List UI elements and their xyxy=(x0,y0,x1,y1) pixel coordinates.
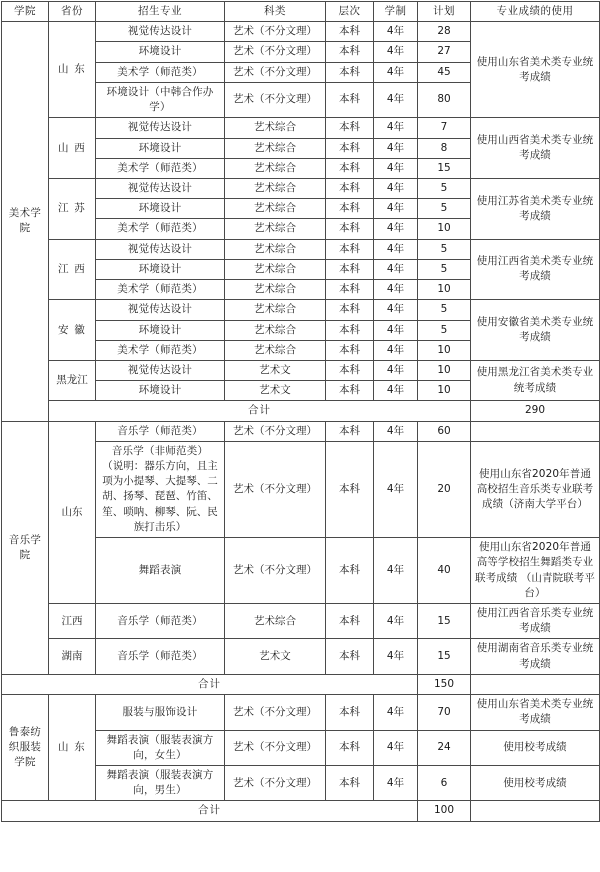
table-row xyxy=(2,604,600,639)
plan-cell: 5 xyxy=(418,178,471,198)
total-row xyxy=(2,401,600,421)
plan-cell: 5 xyxy=(418,320,471,340)
major-cell xyxy=(96,441,225,537)
level-cell: 本科 xyxy=(326,765,374,800)
province-cell: 山 西 xyxy=(49,118,96,179)
category-cell: 艺术综合 xyxy=(225,158,326,178)
category-cell: 艺术（不分文理） xyxy=(225,421,326,441)
level-cell: 本科 xyxy=(326,538,374,604)
total-row xyxy=(2,674,600,694)
plan-cell: 24 xyxy=(418,730,471,765)
province-cell: 黑龙江 xyxy=(49,360,96,400)
major-cell: 环境设计 xyxy=(96,259,225,279)
plan-cell: 10 xyxy=(418,219,471,239)
plan-cell: 7 xyxy=(418,118,471,138)
plan-cell: 20 xyxy=(418,441,471,537)
major-cell: 美术学（师范类） xyxy=(96,62,225,82)
major-cell: 环境设计 xyxy=(96,138,225,158)
total-label: 合计 xyxy=(2,801,418,821)
years-cell: 4年 xyxy=(374,42,418,62)
total-plan: 290 xyxy=(471,401,600,421)
total-plan: 100 xyxy=(418,801,471,821)
years-cell: 4年 xyxy=(374,340,418,360)
level-cell: 本科 xyxy=(326,320,374,340)
total-row xyxy=(2,801,600,821)
category-cell: 艺术综合 xyxy=(225,219,326,239)
level-cell: 本科 xyxy=(326,280,374,300)
major-cell: 音乐学（师范类） xyxy=(96,604,225,639)
total-label: 合计 xyxy=(49,401,471,421)
plan-cell: 10 xyxy=(418,340,471,360)
header-plan: 计划 xyxy=(418,2,471,22)
level-cell: 本科 xyxy=(326,639,374,674)
province-cell: 湖南 xyxy=(49,639,96,674)
category-cell: 艺术综合 xyxy=(225,280,326,300)
years-cell: 4年 xyxy=(374,239,418,259)
province-cell: 山 东 xyxy=(49,22,96,118)
level-cell: 本科 xyxy=(326,360,374,380)
college-name-cell: 鲁泰纺织服装学院 xyxy=(2,695,49,801)
plan-cell: 5 xyxy=(418,300,471,320)
years-cell: 4年 xyxy=(374,320,418,340)
total-label: 合计 xyxy=(2,674,418,694)
category-cell: 艺术综合 xyxy=(225,320,326,340)
level-cell: 本科 xyxy=(326,118,374,138)
years-cell: 4年 xyxy=(374,765,418,800)
years-cell: 4年 xyxy=(374,82,418,117)
header-usage: 专业成绩的使用 xyxy=(471,2,600,22)
province-cell: 江 苏 xyxy=(49,178,96,239)
category-cell: 艺术综合 xyxy=(225,604,326,639)
category-cell: 艺术（不分文理） xyxy=(225,42,326,62)
years-cell: 4年 xyxy=(374,730,418,765)
major-cell: 舞蹈表演（服装表演方向，男生） xyxy=(96,765,225,800)
level-cell: 本科 xyxy=(326,22,374,42)
years-cell: 4年 xyxy=(374,259,418,279)
level-cell: 本科 xyxy=(326,138,374,158)
category-cell: 艺术综合 xyxy=(225,199,326,219)
level-cell: 本科 xyxy=(326,82,374,117)
category-cell: 艺术（不分文理） xyxy=(225,730,326,765)
plan-cell: 40 xyxy=(418,538,471,604)
major-cell: 音乐学（师范类） xyxy=(96,421,225,441)
years-cell: 4年 xyxy=(374,360,418,380)
major-cell: 视觉传达设计 xyxy=(96,118,225,138)
total-plan: 150 xyxy=(418,674,471,694)
years-cell: 4年 xyxy=(374,280,418,300)
table-row xyxy=(2,360,600,380)
years-cell: 4年 xyxy=(374,381,418,401)
category-cell: 艺术综合 xyxy=(225,178,326,198)
usage-cell xyxy=(471,421,600,441)
category-cell: 艺术（不分文理） xyxy=(225,22,326,42)
plan-cell: 27 xyxy=(418,42,471,62)
table-header-row xyxy=(2,2,600,22)
table-row xyxy=(2,178,600,198)
usage-cell: 使用校考成绩 xyxy=(471,730,600,765)
province-cell: 山 东 xyxy=(49,695,96,801)
plan-cell: 15 xyxy=(418,639,471,674)
category-cell: 艺术（不分文理） xyxy=(225,62,326,82)
level-cell: 本科 xyxy=(326,219,374,239)
usage-cell: 使用山东省美术类专业统考成绩 xyxy=(471,695,600,730)
category-cell: 艺术（不分文理） xyxy=(225,82,326,117)
major-cell: 视觉传达设计 xyxy=(96,178,225,198)
major-cell: 视觉传达设计 xyxy=(96,239,225,259)
years-cell: 4年 xyxy=(374,118,418,138)
category-cell: 艺术综合 xyxy=(225,259,326,279)
major-cell: 视觉传达设计 xyxy=(96,360,225,380)
usage-cell: 使用山东省2020年普通高校招生音乐类专业联考成绩（济南大学平台） xyxy=(471,441,600,537)
plan-cell: 60 xyxy=(418,421,471,441)
level-cell: 本科 xyxy=(326,42,374,62)
years-cell: 4年 xyxy=(374,138,418,158)
plan-cell: 45 xyxy=(418,62,471,82)
total-usage-empty xyxy=(471,801,600,821)
plan-cell: 70 xyxy=(418,695,471,730)
header-province: 省份 xyxy=(49,2,96,22)
header-category: 科类 xyxy=(225,2,326,22)
years-cell: 4年 xyxy=(374,639,418,674)
category-cell: 艺术文 xyxy=(225,360,326,380)
category-cell: 艺术综合 xyxy=(225,340,326,360)
plan-cell: 5 xyxy=(418,259,471,279)
header-college: 学院 xyxy=(2,2,49,22)
province-cell: 江 西 xyxy=(49,239,96,300)
plan-cell: 80 xyxy=(418,82,471,117)
level-cell: 本科 xyxy=(326,730,374,765)
major-cell: 舞蹈表演 xyxy=(96,538,225,604)
usage-cell: 使用江西省美术类专业统考成绩 xyxy=(471,239,600,300)
years-cell: 4年 xyxy=(374,22,418,42)
level-cell: 本科 xyxy=(326,441,374,537)
years-cell: 4年 xyxy=(374,695,418,730)
level-cell: 本科 xyxy=(326,239,374,259)
major-cell: 美术学（师范类） xyxy=(96,340,225,360)
years-cell: 4年 xyxy=(374,199,418,219)
level-cell: 本科 xyxy=(326,604,374,639)
major-description: （说明：器乐方向，且主项为小提琴、大提琴、二胡、扬琴、琵琶、竹笛、笙、唢呐、柳琴、阮、民族打击乐） xyxy=(102,460,218,533)
province-cell: 安 徽 xyxy=(49,300,96,361)
years-cell: 4年 xyxy=(374,219,418,239)
major-cell: 视觉传达设计 xyxy=(96,300,225,320)
college-name-cell: 音乐学院 xyxy=(2,421,49,674)
category-cell: 艺术（不分文理） xyxy=(225,538,326,604)
level-cell: 本科 xyxy=(326,695,374,730)
category-cell: 艺术（不分文理） xyxy=(225,695,326,730)
plan-cell: 10 xyxy=(418,360,471,380)
plan-cell: 10 xyxy=(418,381,471,401)
major-cell: 舞蹈表演（服装表演方向，女生） xyxy=(96,730,225,765)
category-cell: 艺术（不分文理） xyxy=(225,765,326,800)
plan-cell: 5 xyxy=(418,239,471,259)
table-row xyxy=(2,118,600,138)
table-row xyxy=(2,22,600,42)
plan-cell: 8 xyxy=(418,138,471,158)
level-cell: 本科 xyxy=(326,158,374,178)
years-cell: 4年 xyxy=(374,62,418,82)
years-cell: 4年 xyxy=(374,538,418,604)
usage-cell: 使用江西省音乐类专业统考成绩 xyxy=(471,604,600,639)
province-cell: 山东 xyxy=(49,421,96,603)
usage-cell: 使用山东省美术类专业统考成绩 xyxy=(471,22,600,118)
category-cell: 艺术综合 xyxy=(225,118,326,138)
level-cell: 本科 xyxy=(326,381,374,401)
usage-cell: 使用安徽省美术类专业统考成绩 xyxy=(471,300,600,361)
table-row xyxy=(2,639,600,674)
plan-cell: 5 xyxy=(418,199,471,219)
plan-cell: 28 xyxy=(418,22,471,42)
plan-cell: 6 xyxy=(418,765,471,800)
category-cell: 艺术（不分文理） xyxy=(225,441,326,537)
major-cell: 视觉传达设计 xyxy=(96,22,225,42)
major-cell: 音乐学（师范类） xyxy=(96,639,225,674)
major-cell: 环境设计 xyxy=(96,320,225,340)
table-row xyxy=(2,300,600,320)
plan-cell: 15 xyxy=(418,158,471,178)
level-cell: 本科 xyxy=(326,259,374,279)
category-cell: 艺术文 xyxy=(225,381,326,401)
years-cell: 4年 xyxy=(374,300,418,320)
category-cell: 艺术综合 xyxy=(225,239,326,259)
major-cell: 美术学（师范类） xyxy=(96,158,225,178)
table-row xyxy=(2,695,600,730)
years-cell: 4年 xyxy=(374,178,418,198)
usage-cell: 使用校考成绩 xyxy=(471,765,600,800)
header-years: 学制 xyxy=(374,2,418,22)
level-cell: 本科 xyxy=(326,340,374,360)
category-cell: 艺术文 xyxy=(225,639,326,674)
plan-cell: 10 xyxy=(418,280,471,300)
major-cell: 服装与服饰设计 xyxy=(96,695,225,730)
major-cell: 环境设计（中韩合作办学） xyxy=(96,82,225,117)
level-cell: 本科 xyxy=(326,421,374,441)
level-cell: 本科 xyxy=(326,62,374,82)
level-cell: 本科 xyxy=(326,178,374,198)
header-level: 层次 xyxy=(326,2,374,22)
major-title: 音乐学（非师范类） xyxy=(111,444,209,457)
college-name-cell: 美术学院 xyxy=(2,22,49,421)
level-cell: 本科 xyxy=(326,199,374,219)
table-row xyxy=(2,421,600,441)
usage-cell: 使用湖南省音乐类专业统考成绩 xyxy=(471,639,600,674)
admissions-plan-table xyxy=(1,1,600,822)
level-cell: 本科 xyxy=(326,300,374,320)
years-cell: 4年 xyxy=(374,604,418,639)
province-cell: 江西 xyxy=(49,604,96,639)
category-cell: 艺术综合 xyxy=(225,138,326,158)
years-cell: 4年 xyxy=(374,441,418,537)
major-cell: 环境设计 xyxy=(96,381,225,401)
table-row xyxy=(2,239,600,259)
years-cell: 4年 xyxy=(374,158,418,178)
usage-cell: 使用黑龙江省美术类专业统考成绩 xyxy=(471,360,600,400)
usage-cell: 使用山西省美术类专业统考成绩 xyxy=(471,118,600,179)
major-cell: 环境设计 xyxy=(96,199,225,219)
major-cell: 美术学（师范类） xyxy=(96,219,225,239)
usage-cell: 使用江苏省美术类专业统考成绩 xyxy=(471,178,600,239)
usage-cell: 使用山东省2020年普通高等学校招生舞蹈类专业联考成绩 （山青院联考平台） xyxy=(471,538,600,604)
major-cell: 美术学（师范类） xyxy=(96,280,225,300)
plan-cell: 15 xyxy=(418,604,471,639)
years-cell: 4年 xyxy=(374,421,418,441)
major-cell: 环境设计 xyxy=(96,42,225,62)
total-usage-empty xyxy=(471,674,600,694)
category-cell: 艺术综合 xyxy=(225,300,326,320)
header-major: 招生专业 xyxy=(96,2,225,22)
